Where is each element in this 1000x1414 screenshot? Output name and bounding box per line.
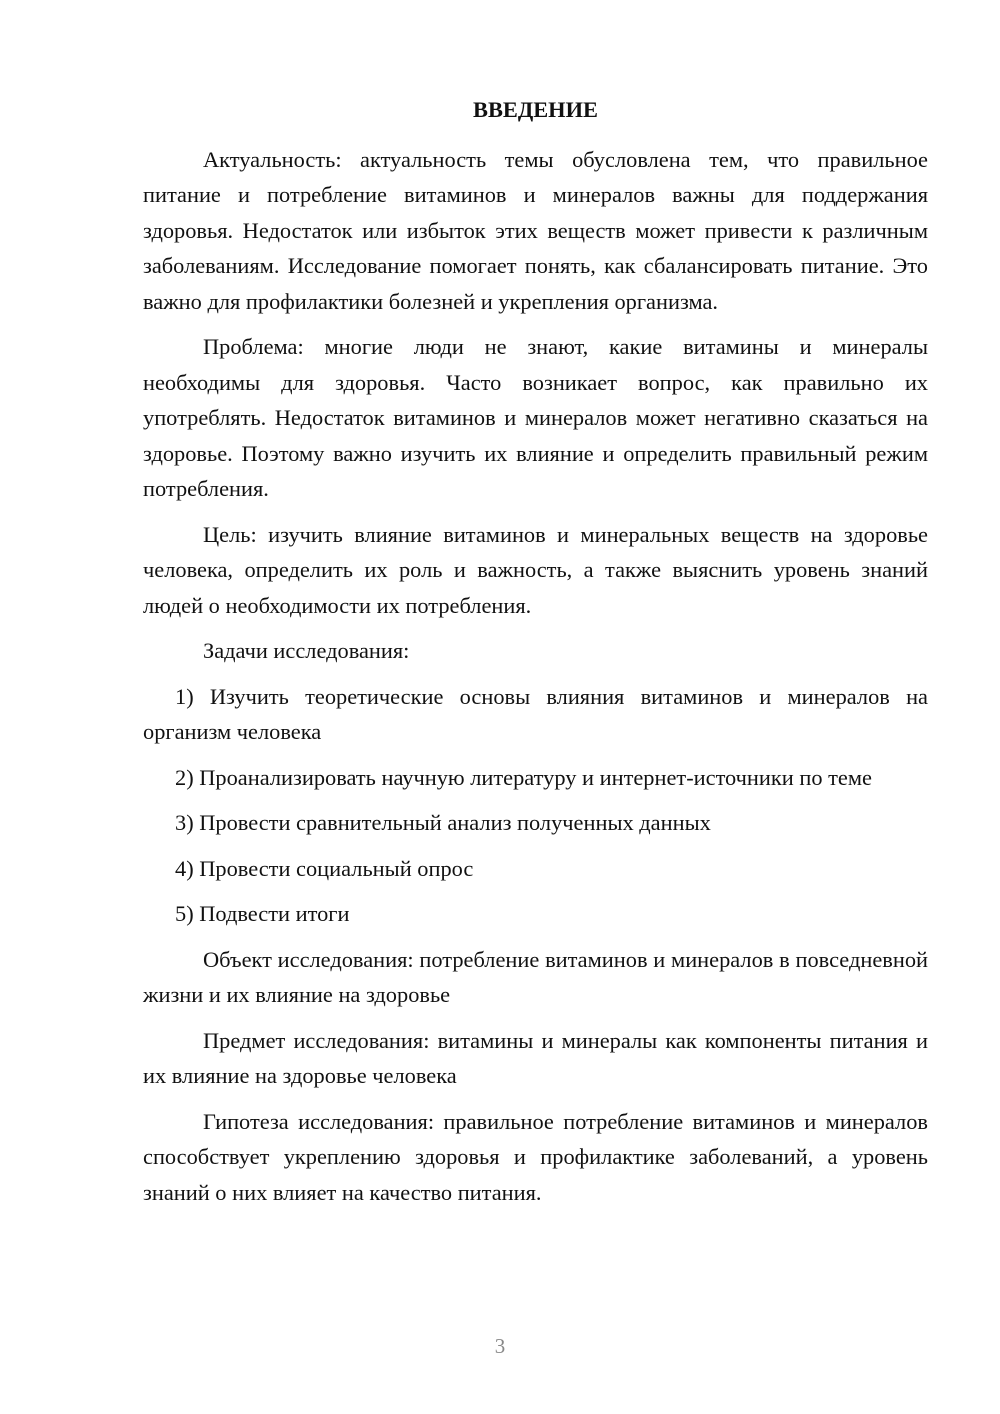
task-item: 5) Подвести итоги bbox=[175, 901, 350, 926]
relevance-paragraph: Актуальность: актуальность темы обусловлена тем, что правильное питание и потребление витаминов и минералов важны для поддержания здоровья. Недостаток или избыток этих веществ может привести к различным заболеваниям. Исследование помогает понять, как сбалансировать питание. Это важно для профилактики болезней и укрепления организма. bbox=[143, 146, 928, 314]
page-number: 3 bbox=[494, 1334, 506, 1358]
task-item: 3) Провести сравнительный анализ полученных данных bbox=[175, 810, 711, 835]
tasks-heading: Задачи исследования: bbox=[203, 638, 410, 663]
task-item: 4) Провести социальный опрос bbox=[175, 855, 474, 881]
task-item: 2) Проанализировать научную литературу и интернет-источники по теме bbox=[175, 764, 872, 790]
document-page bbox=[143, 92, 928, 1220]
task-item: 1) Изучить теоретические основы влияния витаминов и минералов на организм человека bbox=[143, 683, 928, 744]
problem-paragraph: Проблема: многие люди не знают, какие витамины и минералы необходимы для здоровья. Часто возникает вопрос, как правильно их употреблять. Недостаток витаминов и минералов может негативно сказаться на здоровье. Поэтому важно изучить их влияние и определить правильный режим потребления. bbox=[143, 334, 928, 501]
goal-paragraph: Цель: изучить влияние витаминов и минеральных веществ на здоровье человека, определить их роль и важность, а также выяснить уровень знаний людей о необходимости их потребления. bbox=[143, 521, 928, 618]
subject-paragraph: Предмет исследования: витамины и минералы как компоненты питания и их влияние на здоровье человека bbox=[143, 1027, 928, 1088]
page-title: ВВЕДЕНИЕ bbox=[473, 97, 598, 122]
object-paragraph: Объект исследования: потребление витаминов и минералов в повседневной жизни и их влияние на здоровье bbox=[143, 946, 928, 1007]
hypothesis-paragraph: Гипотеза исследования: правильное потребление витаминов и минералов способствует укреплению здоровья и профилактике заболеваний, а уровень знаний о них влияет на качество питания. bbox=[143, 1108, 928, 1205]
